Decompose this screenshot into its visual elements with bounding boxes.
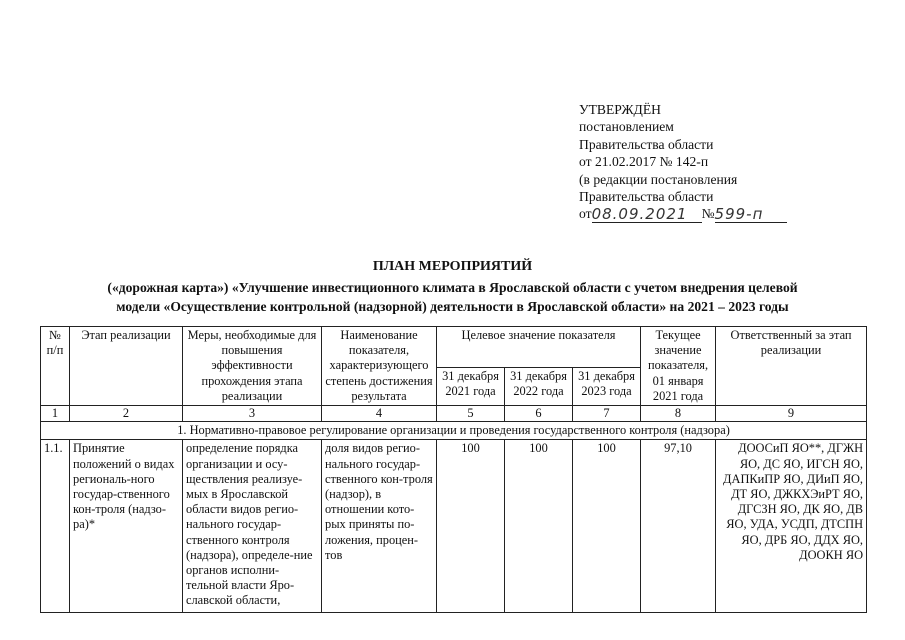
approval-signature-line — [579, 205, 899, 222]
row-target-2021: 100 — [437, 440, 505, 613]
header-indicator: Наименование показателя, характеризующего степень достижения результата — [322, 327, 437, 406]
title-line-2: («дорожная карта») «Улучшение инвестиционного климата в Ярославской области с учетом внедрения целевой — [107, 280, 798, 295]
column-number: 8 — [641, 406, 716, 422]
row-stage: Принятие положений о видах региональ-ного государ-ственного кон-троля (надзо-ра)* — [70, 440, 183, 613]
handwritten-number: 599-п — [715, 207, 787, 223]
column-number: 3 — [183, 406, 322, 422]
column-number: 4 — [322, 406, 437, 422]
table-row — [41, 440, 867, 613]
header-stage: Этап реализации — [70, 327, 183, 406]
approval-block — [579, 101, 899, 223]
row-target-2022: 100 — [505, 440, 573, 613]
approval-line: Правительства области — [579, 188, 714, 204]
header-responsible: Ответственный за этап реализации — [716, 327, 867, 406]
column-number-row — [41, 406, 867, 422]
header-current: Текущее значение показателя, 01 января 2021 года — [641, 327, 716, 406]
header-target: Целевое значение показателя — [437, 327, 641, 368]
header-target-2023: 31 декабря 2023 года — [573, 368, 641, 406]
approval-prefix: от — [579, 206, 592, 222]
header-measures: Меры, необходимые для повышения эффективности прохождения этапа реализации — [183, 327, 322, 406]
column-number: 1 — [41, 406, 70, 422]
title-line-1: ПЛАН МЕРОПРИЯТИЙ — [372, 259, 533, 274]
column-number: 9 — [716, 406, 867, 422]
column-number: 5 — [437, 406, 505, 422]
row-target-2023: 100 — [573, 440, 641, 613]
row-num: 1.1. — [41, 440, 70, 613]
document-title — [40, 257, 865, 316]
approval-line: от 21.02.2017 № 142-п — [579, 154, 709, 170]
header-num: № п/п — [41, 327, 70, 406]
section-title: 1. Нормативно-правовое регулирование организации и проведения государственного контроля (надзора) — [41, 422, 867, 440]
column-number: 7 — [573, 406, 641, 422]
handwritten-date: 08.09.2021 — [592, 207, 702, 223]
approval-line: постановлением — [579, 119, 674, 135]
row-indicator: доля видов регио-нального государ-ственного кон-троля (надзор), в отношении кото-рых приняты по-ложения, процен-тов — [322, 440, 437, 613]
plan-table — [40, 326, 867, 613]
approval-line: УТВЕРЖДЁН — [579, 102, 661, 117]
header-target-2022: 31 декабря 2022 года — [505, 368, 573, 406]
row-current: 97,10 — [641, 440, 716, 613]
header-row — [41, 327, 867, 368]
header-target-2021: 31 декабря 2021 года — [437, 368, 505, 406]
approval-line: (в редакции постановления — [579, 171, 738, 187]
title-line-3: модели «Осуществление контрольной (надзорной) деятельности в Ярославской области» на 2021 – 2023 годы — [116, 299, 789, 314]
number-sign: № — [701, 206, 715, 222]
row-responsible: ДООСиП ЯО**, ДГЖН ЯО, ДС ЯО, ИГСН ЯО, ДАПКиПР ЯО, ДИиП ЯО, ДТ ЯО, ДЖКХЭиРТ ЯО, ДГСЗН ЯО, ДК ЯО, ДВ ЯО, УДА, УСДП, ДТСПН ЯО, ДРБ ЯО, ДДХ ЯО, ДООКН ЯО — [716, 440, 867, 613]
column-number: 6 — [505, 406, 573, 422]
section-row — [41, 422, 867, 440]
row-measures: определение порядка организации и осу-ществления реализуе-мых в Ярославской области видов регио-нального государ-ственного контроля (надзора), определе-ние органов исполни-тельной власти Яро-славской области, — [183, 440, 322, 613]
column-number: 2 — [70, 406, 183, 422]
approval-line: Правительства области — [579, 136, 714, 152]
